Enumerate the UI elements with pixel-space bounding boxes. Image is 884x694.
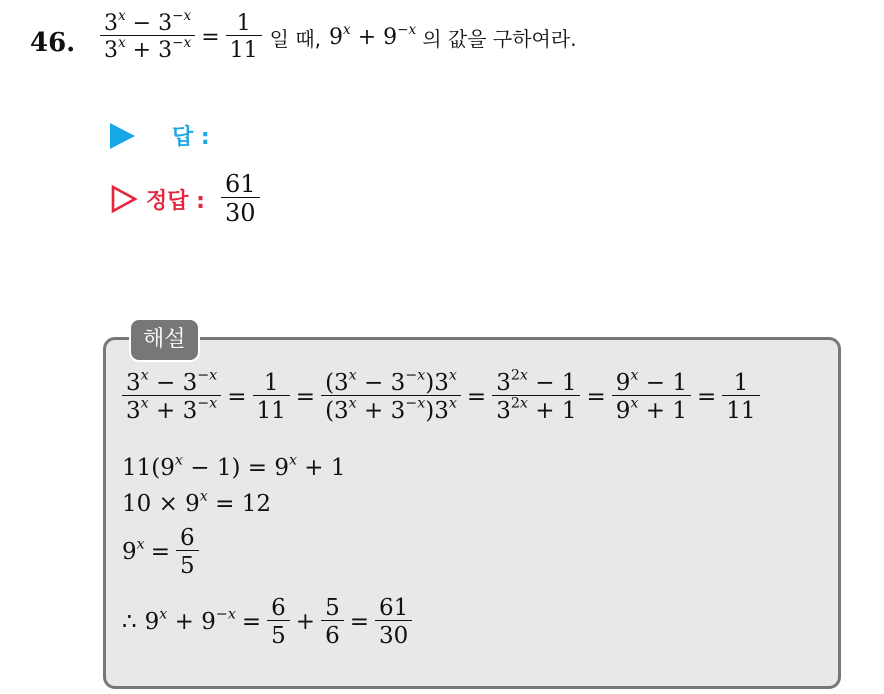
solution-line-2: $11(9^x - 1) = 9^x + 1$ bbox=[122, 452, 346, 481]
correct-answer-fraction: $\frac{61}{30}$ bbox=[221, 172, 260, 226]
solution-line-3: $10 \times 9^x = 12$ bbox=[122, 488, 272, 517]
solution-line-1: $\frac{3^x - 3^{-x}}{3^x + 3^{-x}}$ = $\frac{1}{11}$ = $\frac{(3^x - 3^{-x})3^x}{(3^x + 3^{-x})3^x}$ = $\frac{3^{2x} - 1}{3^{2x} + 1}$ = $\frac{9^x - 1}{9^x + 1}$ = $\frac{1}{11}$ bbox=[122, 371, 760, 423]
question-number: 46. bbox=[30, 28, 76, 58]
filled-triangle-right-icon bbox=[110, 123, 135, 149]
solution-line-4: 9$^x$ = $\frac{6}{5}$ bbox=[122, 526, 199, 578]
solution-tag: 해설 bbox=[129, 318, 200, 362]
question-ask: 의 값을 구하여라. bbox=[422, 26, 577, 51]
question-text: $\frac{3^x - 3^{-x}}{3^x + 3^{-x}}$ = $\frac{1}{11}$ 일 때, $9^x + 9^{-x}$ 의 값을 구하여라. bbox=[100, 12, 577, 62]
question-when: 일 때, bbox=[269, 26, 322, 51]
correct-answer-row bbox=[110, 172, 260, 226]
answer-label: 답 : bbox=[172, 125, 210, 150]
question-fraction: $\frac{3^x - 3^{-x}}{3^x + 3^{-x}}$ bbox=[100, 12, 195, 62]
correct-answer-label: 정답 : bbox=[146, 188, 205, 214]
therefore-symbol: ∴ bbox=[122, 609, 137, 636]
question-value-fraction: $\frac{1}{11}$ bbox=[226, 12, 262, 62]
answer-row bbox=[110, 120, 210, 151]
outline-triangle-right-icon bbox=[110, 184, 138, 214]
solution-line-5: ∴ $9^x + 9^{-x}$ = $\frac{6}{5}$ + $\frac{5}{6}$ = $\frac{61}{30}$ bbox=[122, 596, 412, 648]
